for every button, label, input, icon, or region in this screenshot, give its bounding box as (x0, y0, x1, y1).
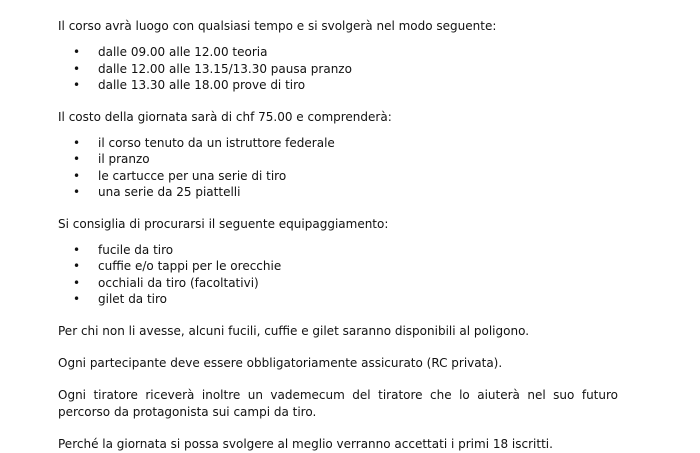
participant-limit-paragraph: Perché la giornata si possa svolgere al meglio verranno accettati i primi 18 iscritti. (58, 436, 553, 451)
document-page (58, 18, 618, 453)
cost-item: • una serie da 25 piattelli (73, 184, 618, 201)
cost-item: • il pranzo (73, 151, 618, 168)
equipment-paragraph: Si consiglia di procurarsi il seguente equipaggiamento: (58, 216, 389, 231)
schedule-item: • dalle 12.00 alle 13.15/13.30 pausa pranzo (73, 61, 618, 78)
equipment-item: • occhiali da tiro (facoltativi) (73, 275, 618, 292)
equipment-item: • gilet da tiro (73, 291, 618, 308)
insurance-paragraph: Ogni partecipante deve essere obbligatoriamente assicurato (RC privata). (58, 355, 503, 370)
equipment-item: • cuffie e/o tappi per le orecchie (73, 258, 618, 275)
availability-paragraph: Per chi non li avesse, alcuni fucili, cuffie e gilet saranno disponibili al poligono. (58, 323, 530, 338)
cost-list (58, 135, 618, 201)
schedule-item: • dalle 09.00 alle 12.00 teoria (73, 44, 618, 61)
schedule-item: • dalle 13.30 alle 18.00 prove di tiro (73, 77, 618, 94)
schedule-list (58, 44, 618, 94)
cost-item: • il corso tenuto da un istruttore federale (73, 135, 618, 152)
cost-paragraph: Il costo della giornata sarà di chf 75.00 e comprenderà: (58, 109, 392, 124)
vademecum-paragraph: Ogni tiratore riceverà inoltre un vademecum del tiratore che lo aiuterà nel suo futuro percorso da protagonista sui campi da tiro. (58, 387, 618, 419)
equipment-list (58, 242, 618, 308)
cost-item: • le cartucce per una serie di tiro (73, 168, 618, 185)
equipment-item: • fucile da tiro (73, 242, 618, 259)
intro-paragraph: Il corso avrà luogo con qualsiasi tempo e si svolgerà nel modo seguente: (58, 19, 497, 33)
